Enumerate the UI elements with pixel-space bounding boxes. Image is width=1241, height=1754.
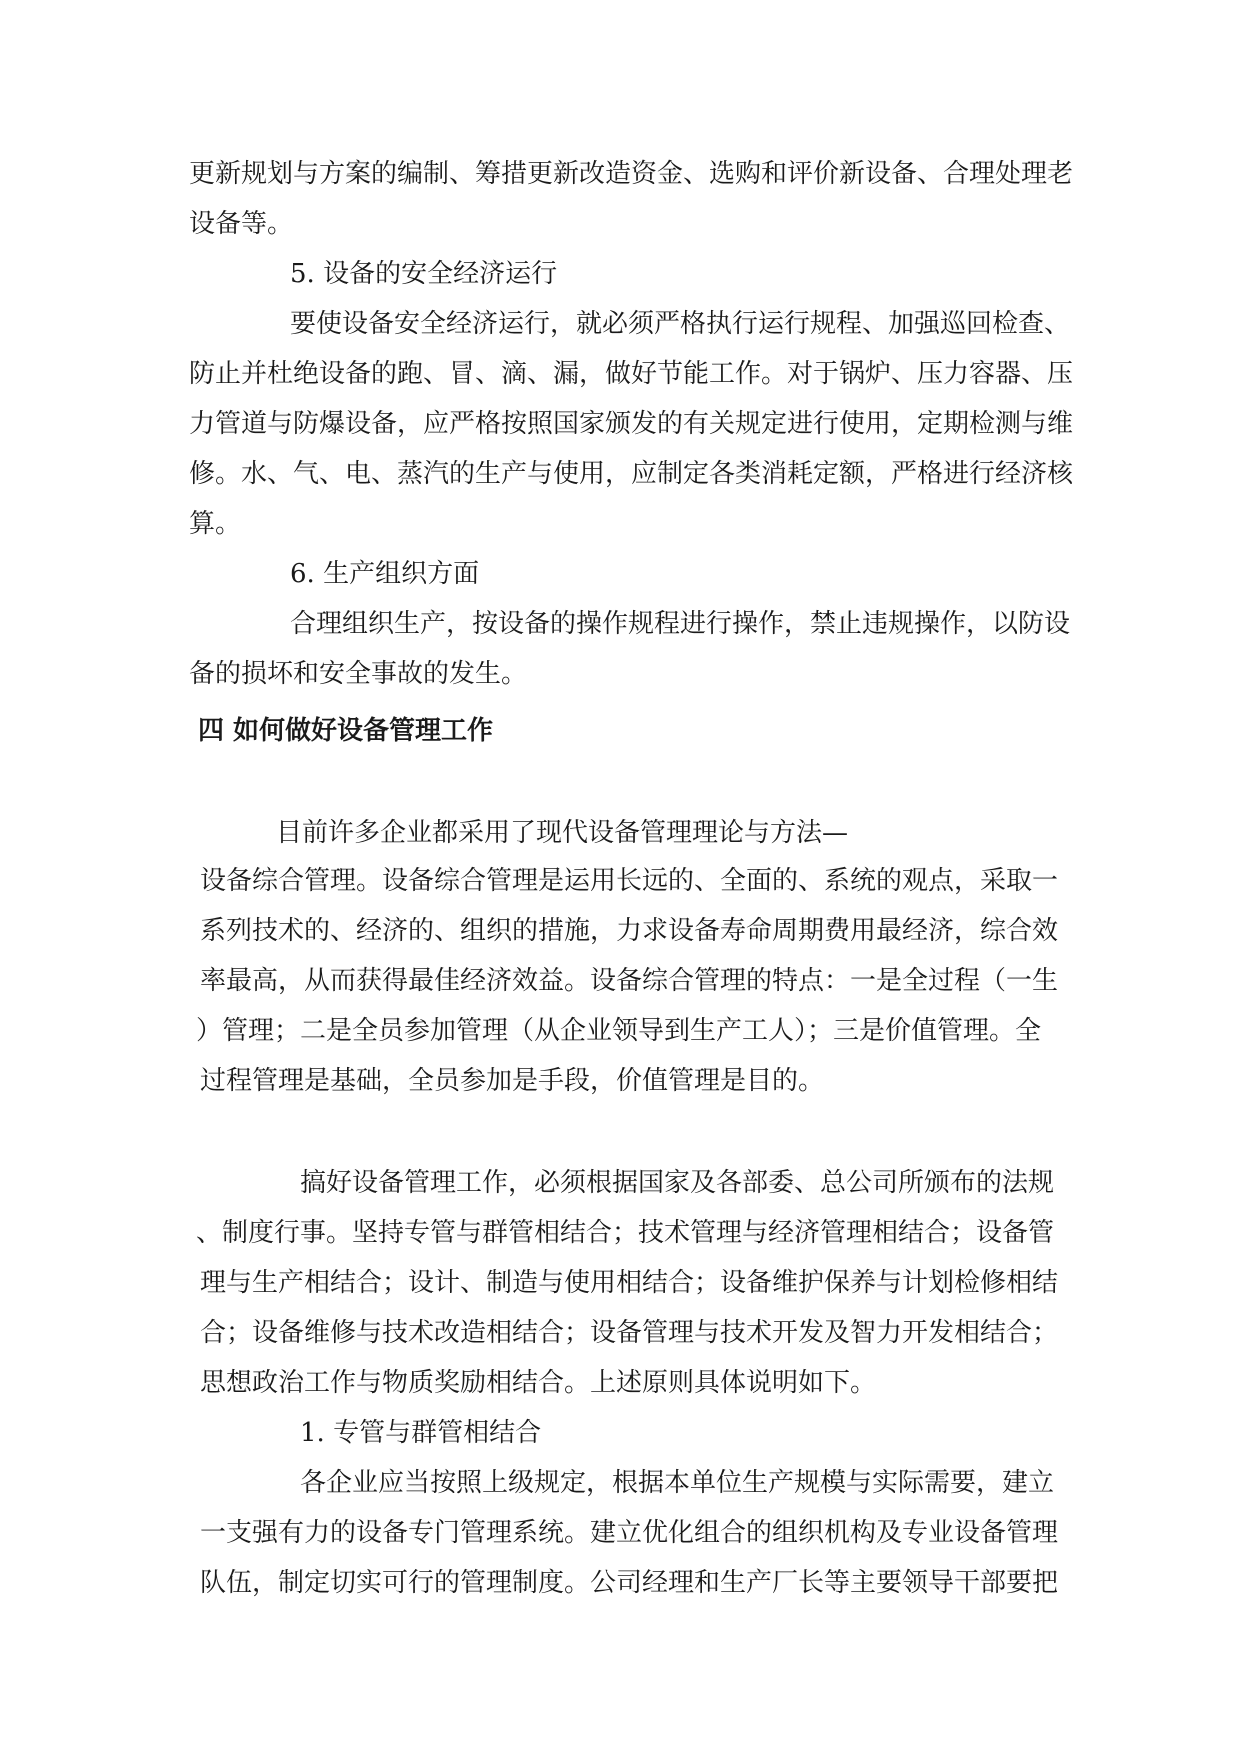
- paragraph-line: 搞好设备管理工作，必须根据国家及各部委、总公司所颁布的法规: [300, 1168, 1055, 1198]
- paragraph-line: ）管理；二是全员参加管理（从企业领导到生产工人）；三是价值管理。全: [196, 1016, 1042, 1046]
- paragraph-line: 备的损坏和安全事故的发生。: [189, 659, 528, 689]
- paragraph-line: 更新规划与方案的编制、筹措更新改造资金、选购和评价新设备、合理处理老: [189, 159, 1074, 189]
- section-heading: 四 如何做好设备管理工作: [198, 716, 494, 746]
- paragraph-line: 修。水、气、电、蒸汽的生产与使用，应制定各类消耗定额，严格进行经济核: [189, 459, 1074, 489]
- paragraph-line: 、制度行事。坚持专管与群管相结合；技术管理与经济管理相结合；设备管: [196, 1218, 1055, 1248]
- paragraph-line: 设备综合管理。设备综合管理是运用长远的、全面的、系统的观点，采取一: [200, 866, 1059, 896]
- paragraph-line: 系列技术的、经济的、组织的措施，力求设备寿命周期费用最经济，综合效: [200, 916, 1059, 946]
- paragraph-line: 合；设备维修与技术改造相结合；设备管理与技术开发及智力开发相结合；: [200, 1318, 1059, 1348]
- paragraph-line: 设备等。: [189, 209, 294, 239]
- paragraph-line: 防止并杜绝设备的跑、冒、滴、漏，做好节能工作。对于锅炉、压力容器、压: [189, 359, 1074, 389]
- paragraph-line: 算。: [189, 509, 242, 539]
- paragraph-line: 队伍，制定切实可行的管理制度。公司经理和生产厂长等主要领导干部要把: [200, 1568, 1059, 1598]
- paragraph-line: 目前许多企业都采用了现代设备管理理论与方法—: [276, 818, 849, 848]
- subheading-5: 5. 设备的安全经济运行: [290, 259, 558, 289]
- paragraph-line: 各企业应当按照上级规定，根据本单位生产规模与实际需要，建立: [300, 1468, 1055, 1498]
- paragraph-line: 一支强有力的设备专门管理系统。建立优化组合的组织机构及专业设备管理: [200, 1518, 1059, 1548]
- paragraph-line: 过程管理是基础，全员参加是手段，价值管理是目的。: [200, 1066, 825, 1096]
- paragraph-line: 率最高，从而获得最佳经济效益。设备综合管理的特点：一是全过程（一生: [200, 966, 1059, 996]
- paragraph-line: 要使设备安全经济运行，就必须严格执行运行规程、加强巡回检查、: [290, 309, 1071, 339]
- subheading-1: 1. 专管与群管相结合: [300, 1418, 542, 1448]
- paragraph-line: 思想政治工作与物质奖励相结合。上述原则具体说明如下。: [200, 1368, 877, 1398]
- paragraph-line: 力管道与防爆设备，应严格按照国家颁发的有关规定进行使用，定期检测与维: [189, 409, 1074, 439]
- paragraph-line: 合理组织生产，按设备的操作规程进行操作，禁止违规操作，以防设: [290, 609, 1071, 639]
- paragraph-line: 理与生产相结合；设计、制造与使用相结合；设备维护保养与计划检修相结: [200, 1268, 1059, 1298]
- subheading-6: 6. 生产组织方面: [290, 559, 480, 589]
